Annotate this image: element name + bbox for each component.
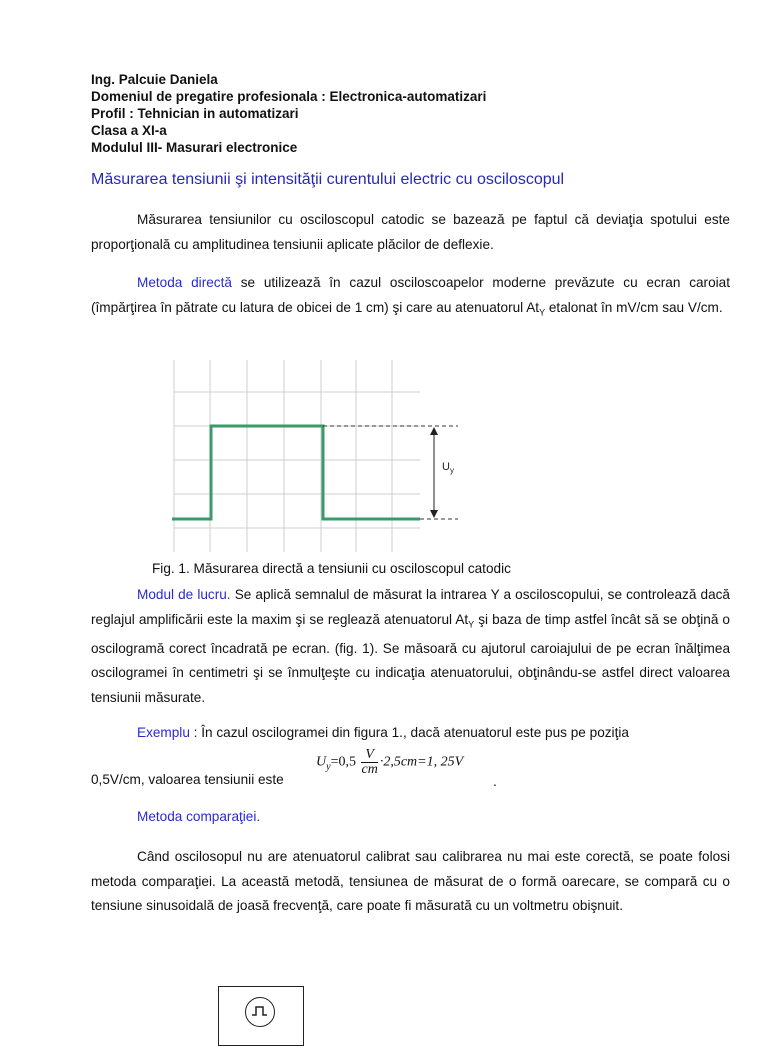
procedure-term: Modul de lucru.	[137, 587, 231, 602]
arrow-head-down	[430, 510, 438, 518]
document-title: Măsurarea tensiunii şi intensităţii curentului electric cu osciloscopul	[91, 171, 565, 188]
voltage-formula	[316, 748, 463, 777]
direct-method-term: Metoda directă	[137, 275, 232, 290]
amplitude-label: $U_y$	[442, 461, 454, 475]
formula-denominator: cm	[361, 762, 378, 777]
example-text: : În cazul oscilogramei din figura 1., dacă atenuatorul este pus pe poziţia	[189, 725, 629, 740]
module-line: Modulul III- Masurari electronice	[91, 140, 298, 155]
procedure-text-a: Se aplică semnalul de măsurat la intrarea Y a osciloscopului, se controlează dacă reglajul amplificării este la maxim şi se reglează atenuatorul At	[91, 587, 730, 627]
procedure-sub: Y	[468, 619, 475, 630]
direct-method-tail: etalonat în mV/cm sau V/cm.	[545, 299, 723, 315]
example-term: Exemplu	[137, 725, 190, 740]
paragraph-comparison	[91, 845, 730, 919]
direct-method-sub: Y	[539, 307, 546, 318]
generator-box	[218, 986, 304, 1046]
paragraph-procedure	[91, 583, 730, 710]
square-wave-generator-icon	[245, 997, 275, 1027]
profile-line: Profil : Tehnician in automatizari	[91, 106, 299, 121]
document-header	[91, 71, 486, 156]
comparison-method-term: Metoda comparaţiei.	[137, 809, 261, 824]
example-continuation: 0,5V/cm, valoarea tensiunii este	[91, 772, 284, 787]
example-end-dot: .	[493, 774, 497, 789]
formula-numerator: V	[361, 748, 377, 763]
figure-caption: Fig. 1. Măsurarea directă a tensiunii cu osciloscopul catodic	[152, 561, 511, 576]
formula-lhs: U	[316, 754, 327, 770]
formula-eq1: =0,5	[330, 754, 356, 770]
paragraph-intro-text: Măsurarea tensiunilor cu osciloscopul catodic se bazează pe faptul că deviaţia spotului este proporţională cu amplitudinea tensiunii aplicate plăcilor de deflexie.	[91, 212, 730, 252]
author-line: Ing. Palcuie Daniela	[91, 72, 218, 87]
oscillogram-figure	[166, 358, 466, 554]
formula-lhs-sub: y	[326, 761, 331, 773]
class-line: Clasa a XI-a	[91, 123, 167, 138]
square-wave-signal	[172, 426, 420, 519]
paragraph-example	[91, 721, 730, 746]
domain-line: Domeniul de pregatire profesionala : Electronica-automatizari	[91, 89, 487, 104]
arrow-head-up	[430, 427, 438, 435]
comparison-text: Când oscilosopul nu are atenuatorul calibrat sau calibrarea nu mai este corectă, se poate folosi metoda comparaţiei. La această metodă, tensiunea de măsurat de o formă oarecare, se compară cu o tensiune sinusoidală de joasă frecvenţă, care poate fi măsurată cu un voltmetru obişnuit.	[91, 849, 730, 913]
formula-fraction	[361, 748, 377, 777]
paragraph-comparison-title	[91, 805, 730, 830]
procedure-text-b: şi baza de timp astfel încât să se obţină o oscilogramă corect încadrată pe ecran. (fig. 1). Se măsoară cu ajutorul caroiajului de pe ecran înălţimea oscilogramei în centimetri şi se înmulţeşte cu indicaţia atenuatorului, obţinându-se astfel direct valoarea tensiunii măsurate.	[91, 611, 730, 705]
direct-method-text: se utilizează în cazul osciloscoapelor moderne prevăzute cu ecran caroiat (împărţirea în pătrate cu latura de obicei de 1 cm) şi care au atenuatorul At	[91, 275, 730, 315]
paragraph-intro	[91, 208, 730, 257]
formula-rest: ·2,5cm=1, 25V	[379, 754, 464, 770]
paragraph-direct-method	[91, 271, 730, 325]
